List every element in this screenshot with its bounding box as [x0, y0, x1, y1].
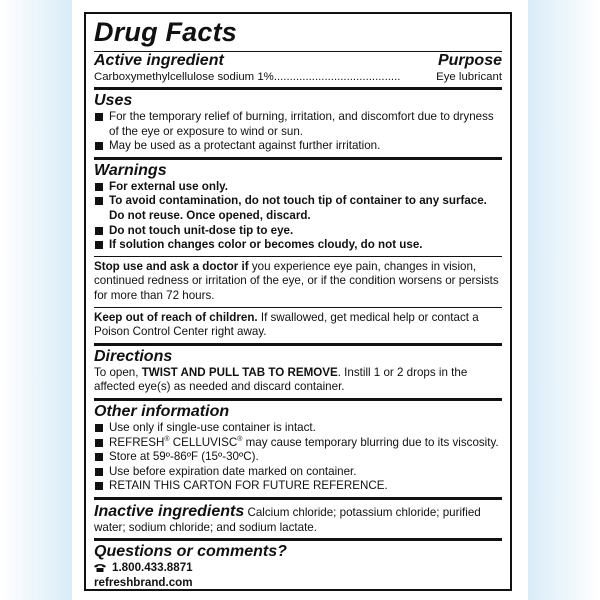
- active-ingredient-purpose: Eye lubricant: [436, 71, 502, 83]
- drug-facts-panel: [84, 12, 512, 591]
- bullet-square-icon: [95, 453, 103, 461]
- active-ingredient-header: [94, 51, 502, 70]
- bullet-square-icon: [95, 439, 103, 447]
- keep-out-text: Keep out of reach of children. If swallowed, get medical help or contact a Poison Control Center right away.: [94, 310, 479, 339]
- background-right: [528, 0, 600, 600]
- bullet-square-icon: [95, 142, 103, 150]
- purpose-heading: Purpose: [437, 52, 502, 69]
- drug-facts-title: Drug Facts: [94, 17, 238, 47]
- list-item: REFRESH® CELLUVISC® may cause temporary blurring due to its viscosity.: [94, 436, 502, 451]
- bullet-square-icon: [95, 183, 103, 191]
- bullet-square-icon: [95, 468, 103, 476]
- phone-line: [94, 561, 502, 576]
- list-item: Use before expiration date marked on container.: [94, 465, 502, 480]
- list-item: If solution changes color or becomes cloudy, do not use.: [94, 238, 502, 253]
- list-item: RETAIN THIS CARTON FOR FUTURE REFERENCE.: [94, 479, 502, 494]
- uses-list: [94, 110, 502, 154]
- directions-heading: Directions: [94, 347, 173, 365]
- active-ingredient-row: [94, 70, 502, 87]
- inactive-ingredients-text: Inactive ingredients Calcium chloride; potassium chloride; purified water; sodium chloride; and sodium lactate.: [94, 502, 481, 534]
- directions-section: [94, 343, 502, 398]
- inactive-ingredients-heading: Inactive ingredients: [94, 502, 245, 520]
- bullet-square-icon: [95, 197, 103, 205]
- active-ingredient-heading: Active ingredient: [94, 52, 224, 69]
- warnings-list: [94, 180, 502, 253]
- keep-out-section: [94, 307, 502, 343]
- stop-use-section: [94, 256, 502, 307]
- bullet-square-icon: [95, 241, 103, 249]
- warnings-heading: Warnings: [94, 161, 167, 179]
- warnings-section: [94, 157, 502, 256]
- bullet-square-icon: [95, 113, 103, 121]
- uses-section: [94, 87, 502, 157]
- telephone-icon: [94, 563, 106, 572]
- list-item: For external use only.: [94, 180, 502, 195]
- list-item: To avoid contamination, do not touch tip of container to any surface. Do not reuse. Once opened, discard.: [94, 194, 502, 223]
- phone-number: 1.800.433.8871: [112, 561, 193, 575]
- stop-use-text: Stop use and ask a doctor if you experience eye pain, changes in vision, continued redness or irritation of the eye, or if the condition worsens or persists for more than 72 hours.: [94, 259, 499, 302]
- directions-text: To open, TWIST AND PULL TAB TO REMOVE. Instill 1 or 2 drops in the affected eye(s) as needed and discard container.: [94, 365, 468, 394]
- other-information-section: [94, 398, 502, 497]
- other-information-heading: Other information: [94, 402, 230, 420]
- dot-leader: ........................................: [273, 71, 401, 83]
- inactive-ingredients-section: [94, 497, 502, 539]
- other-information-list: [94, 421, 502, 494]
- background-left: [0, 0, 72, 600]
- questions-heading: Questions or comments?: [94, 543, 287, 561]
- active-ingredient-name: Carboxymethylcellulose sodium 1%: [94, 71, 274, 83]
- list-item: Store at 59º-86ºF (15º-30ºC).: [94, 450, 502, 465]
- list-item: Do not touch unit-dose tip to eye.: [94, 224, 502, 239]
- list-item: Use only if single-use container is intact.: [94, 421, 502, 436]
- bullet-square-icon: [95, 424, 103, 432]
- uses-heading: Uses: [94, 92, 133, 109]
- bullet-square-icon: [95, 482, 103, 490]
- title-section: [94, 16, 502, 48]
- questions-section: [94, 538, 502, 590]
- website-link[interactable]: refreshbrand.com: [94, 576, 193, 590]
- bullet-square-icon: [95, 227, 103, 235]
- list-item: May be used as a protectant against further irritation.: [94, 139, 502, 154]
- list-item: For the temporary relief of burning, irritation, and discomfort due to dryness of the eye or exposure to wind or sun.: [94, 110, 502, 139]
